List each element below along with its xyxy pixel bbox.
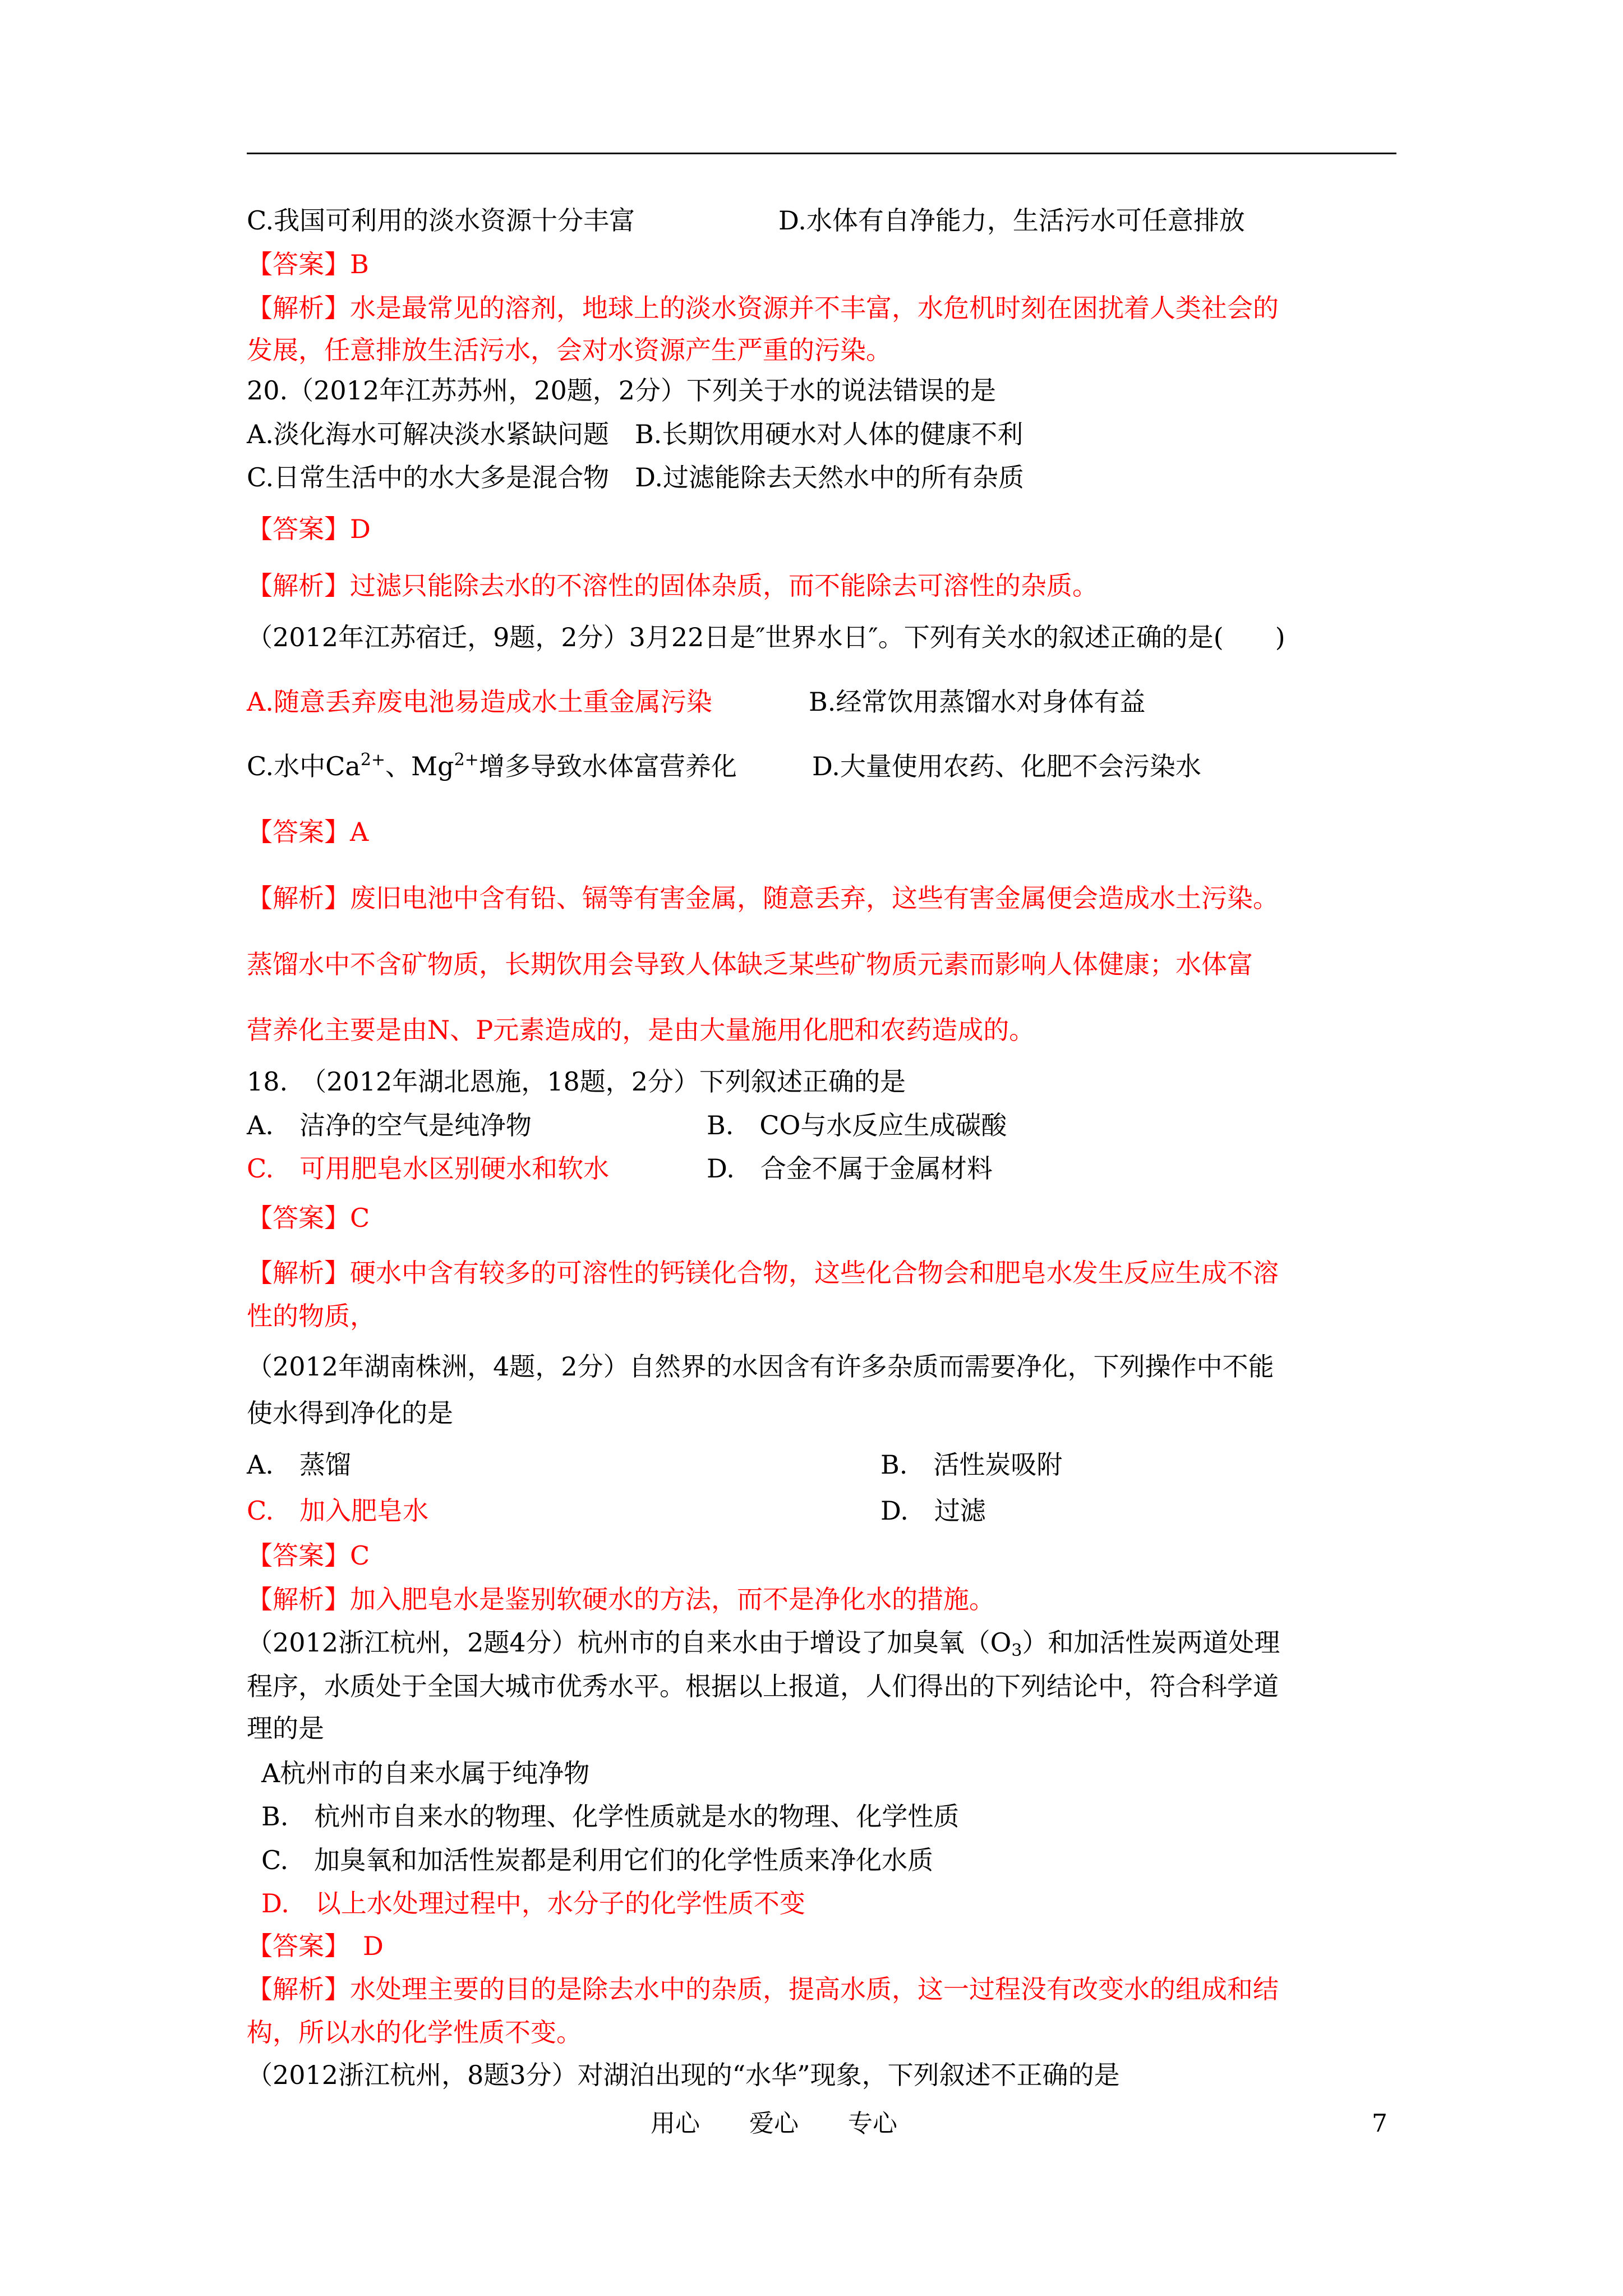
- option-a: A杭州市的自来水属于纯净物: [261, 1758, 590, 1788]
- answer-label: 【答案】D: [247, 514, 371, 544]
- question-stem: （2012浙江杭州，2题4分）杭州市的自来水由于增设了加臭氧$(O_3)$和加活性炭两道处理: [247, 1627, 1280, 1660]
- analysis-text: 蒸馏水中不含矿物质，长期饮用会导致人体缺乏某些矿物质元素而影响人体健康；水体富: [247, 949, 1253, 979]
- option-b: B. CO与水反应生成碳酸: [707, 1110, 1007, 1140]
- analysis-text: 【解析】水是最常见的溶剂，地球上的淡水资源并不丰富，水危机时刻在困扰着人类社会的: [247, 293, 1279, 323]
- option-a-correct: A.随意丢弃废电池易造成水土重金属污染: [247, 687, 712, 717]
- question-stem: 程序，水质处于全国大城市优秀水平。根据以上报道，人们得出的下列结论中，符合科学道: [247, 1671, 1279, 1701]
- question-stem: 理的是: [247, 1713, 324, 1743]
- analysis-text: 【解析】废旧电池中含有铅、镉等有害金属，随意丢弃，这些有害金属便会造成水土污染。: [247, 883, 1279, 913]
- option-c: C. 加臭氧和加活性炭都是利用它们的化学性质来净化水质: [261, 1845, 934, 1875]
- question-stem: （2012年湖南株洲，4题，2分）自然界的水因含有许多杂质而需要净化，下列操作中不能: [247, 1351, 1274, 1382]
- option-b: B.经常饮用蒸馏水对身体有益: [809, 687, 1146, 717]
- analysis-text: 【解析】水处理主要的目的是除去水中的杂质，提高水质，这一过程没有改变水的组成和结: [247, 1974, 1279, 2004]
- option-c: C.我国可利用的淡水资源十分丰富: [247, 205, 635, 236]
- option-c: C.水中$Ca^{2+}$、$Mg^{2+}$增多导致水体富营养化: [247, 750, 737, 781]
- question-stem: （2012年江苏宿迁，9题，2分）3月22日是″世界水日″。下列有关水的叙述正确的是( ): [247, 622, 1285, 652]
- answer-label: 【答案】C: [247, 1540, 370, 1571]
- options-line: [247, 1493, 986, 1528]
- options-line: A.淡化海水可解决淡水紧缺问题 B.长期饮用硬水对人体的健康不利: [247, 419, 1023, 449]
- option-b: B. 杭州市自来水的物理、化学性质就是水的物理、化学性质: [261, 1801, 960, 1832]
- options-line: [247, 749, 1201, 784]
- option-c-line: [247, 203, 1245, 238]
- answer-label: 【答案】C: [247, 1203, 370, 1233]
- analysis-text: 【解析】过滤只能除去水的不溶性的固体杂质，而不能除去可溶性的杂质。: [247, 570, 1098, 601]
- option-a: A. 洁净的空气是纯净物: [247, 1110, 532, 1140]
- option-d: D.大量使用农药、化肥不会污染水: [812, 751, 1201, 781]
- question-stem: （2012浙江杭州，8题3分）对湖泊出现的“水华”现象，下列叙述不正确的是: [247, 2060, 1120, 2090]
- analysis-text: 发展，任意排放生活污水，会对水资源产生严重的污染。: [247, 335, 892, 365]
- options-line: [247, 1151, 993, 1186]
- option-d-correct: D. 以上水处理过程中，水分子的化学性质不变: [261, 1888, 805, 1918]
- header-rule: [247, 153, 1396, 154]
- answer-label: 【答案】 D: [247, 1931, 384, 1961]
- option-d: D.水体有自净能力，生活污水可任意排放: [778, 205, 1245, 236]
- analysis-text: 【解析】加入肥皂水是鉴别软硬水的方法，而不是净化水的措施。: [247, 1584, 995, 1614]
- question-stem: 20.（2012年江苏苏州，20题，2分）下列关于水的说法错误的是: [247, 375, 997, 406]
- answer-label: 【答案】A: [247, 817, 369, 847]
- option-d: D. 合金不属于金属材料: [707, 1153, 993, 1184]
- footer-motto: 用心 爱心 专心: [651, 2109, 897, 2138]
- answer-label: 【答案】B: [247, 249, 369, 279]
- analysis-text: 构，所以水的化学性质不变。: [247, 2017, 582, 2047]
- analysis-text: 性的物质，: [247, 1301, 376, 1331]
- options-line: [247, 684, 1146, 719]
- question-stem: 18. （2012年湖北恩施，18题，2分）下列叙述正确的是: [247, 1066, 906, 1097]
- option-a: A. 蒸馏: [247, 1450, 351, 1480]
- option-b: B. 活性炭吸附: [880, 1450, 1063, 1480]
- question-stem: 使水得到净化的是: [247, 1398, 453, 1428]
- analysis-text: 营养化主要是由N、P元素造成的，是由大量施用化肥和农药造成的。: [247, 1015, 1035, 1045]
- options-line: [247, 1108, 1007, 1143]
- options-line: C.日常生活中的水大多是混合物 D.过滤能除去天然水中的所有杂质: [247, 462, 1025, 493]
- option-c-correct: C. 加入肥皂水: [247, 1496, 429, 1526]
- options-line: [247, 1447, 1063, 1482]
- analysis-text: 【解析】硬水中含有较多的可溶性的钙镁化合物，这些化合物会和肥皂水发生反应生成不溶: [247, 1258, 1279, 1288]
- option-d: D. 过滤: [880, 1496, 986, 1526]
- page-number: 7: [1372, 2109, 1387, 2138]
- option-c-correct: C. 可用肥皂水区别硬水和软水: [247, 1153, 610, 1184]
